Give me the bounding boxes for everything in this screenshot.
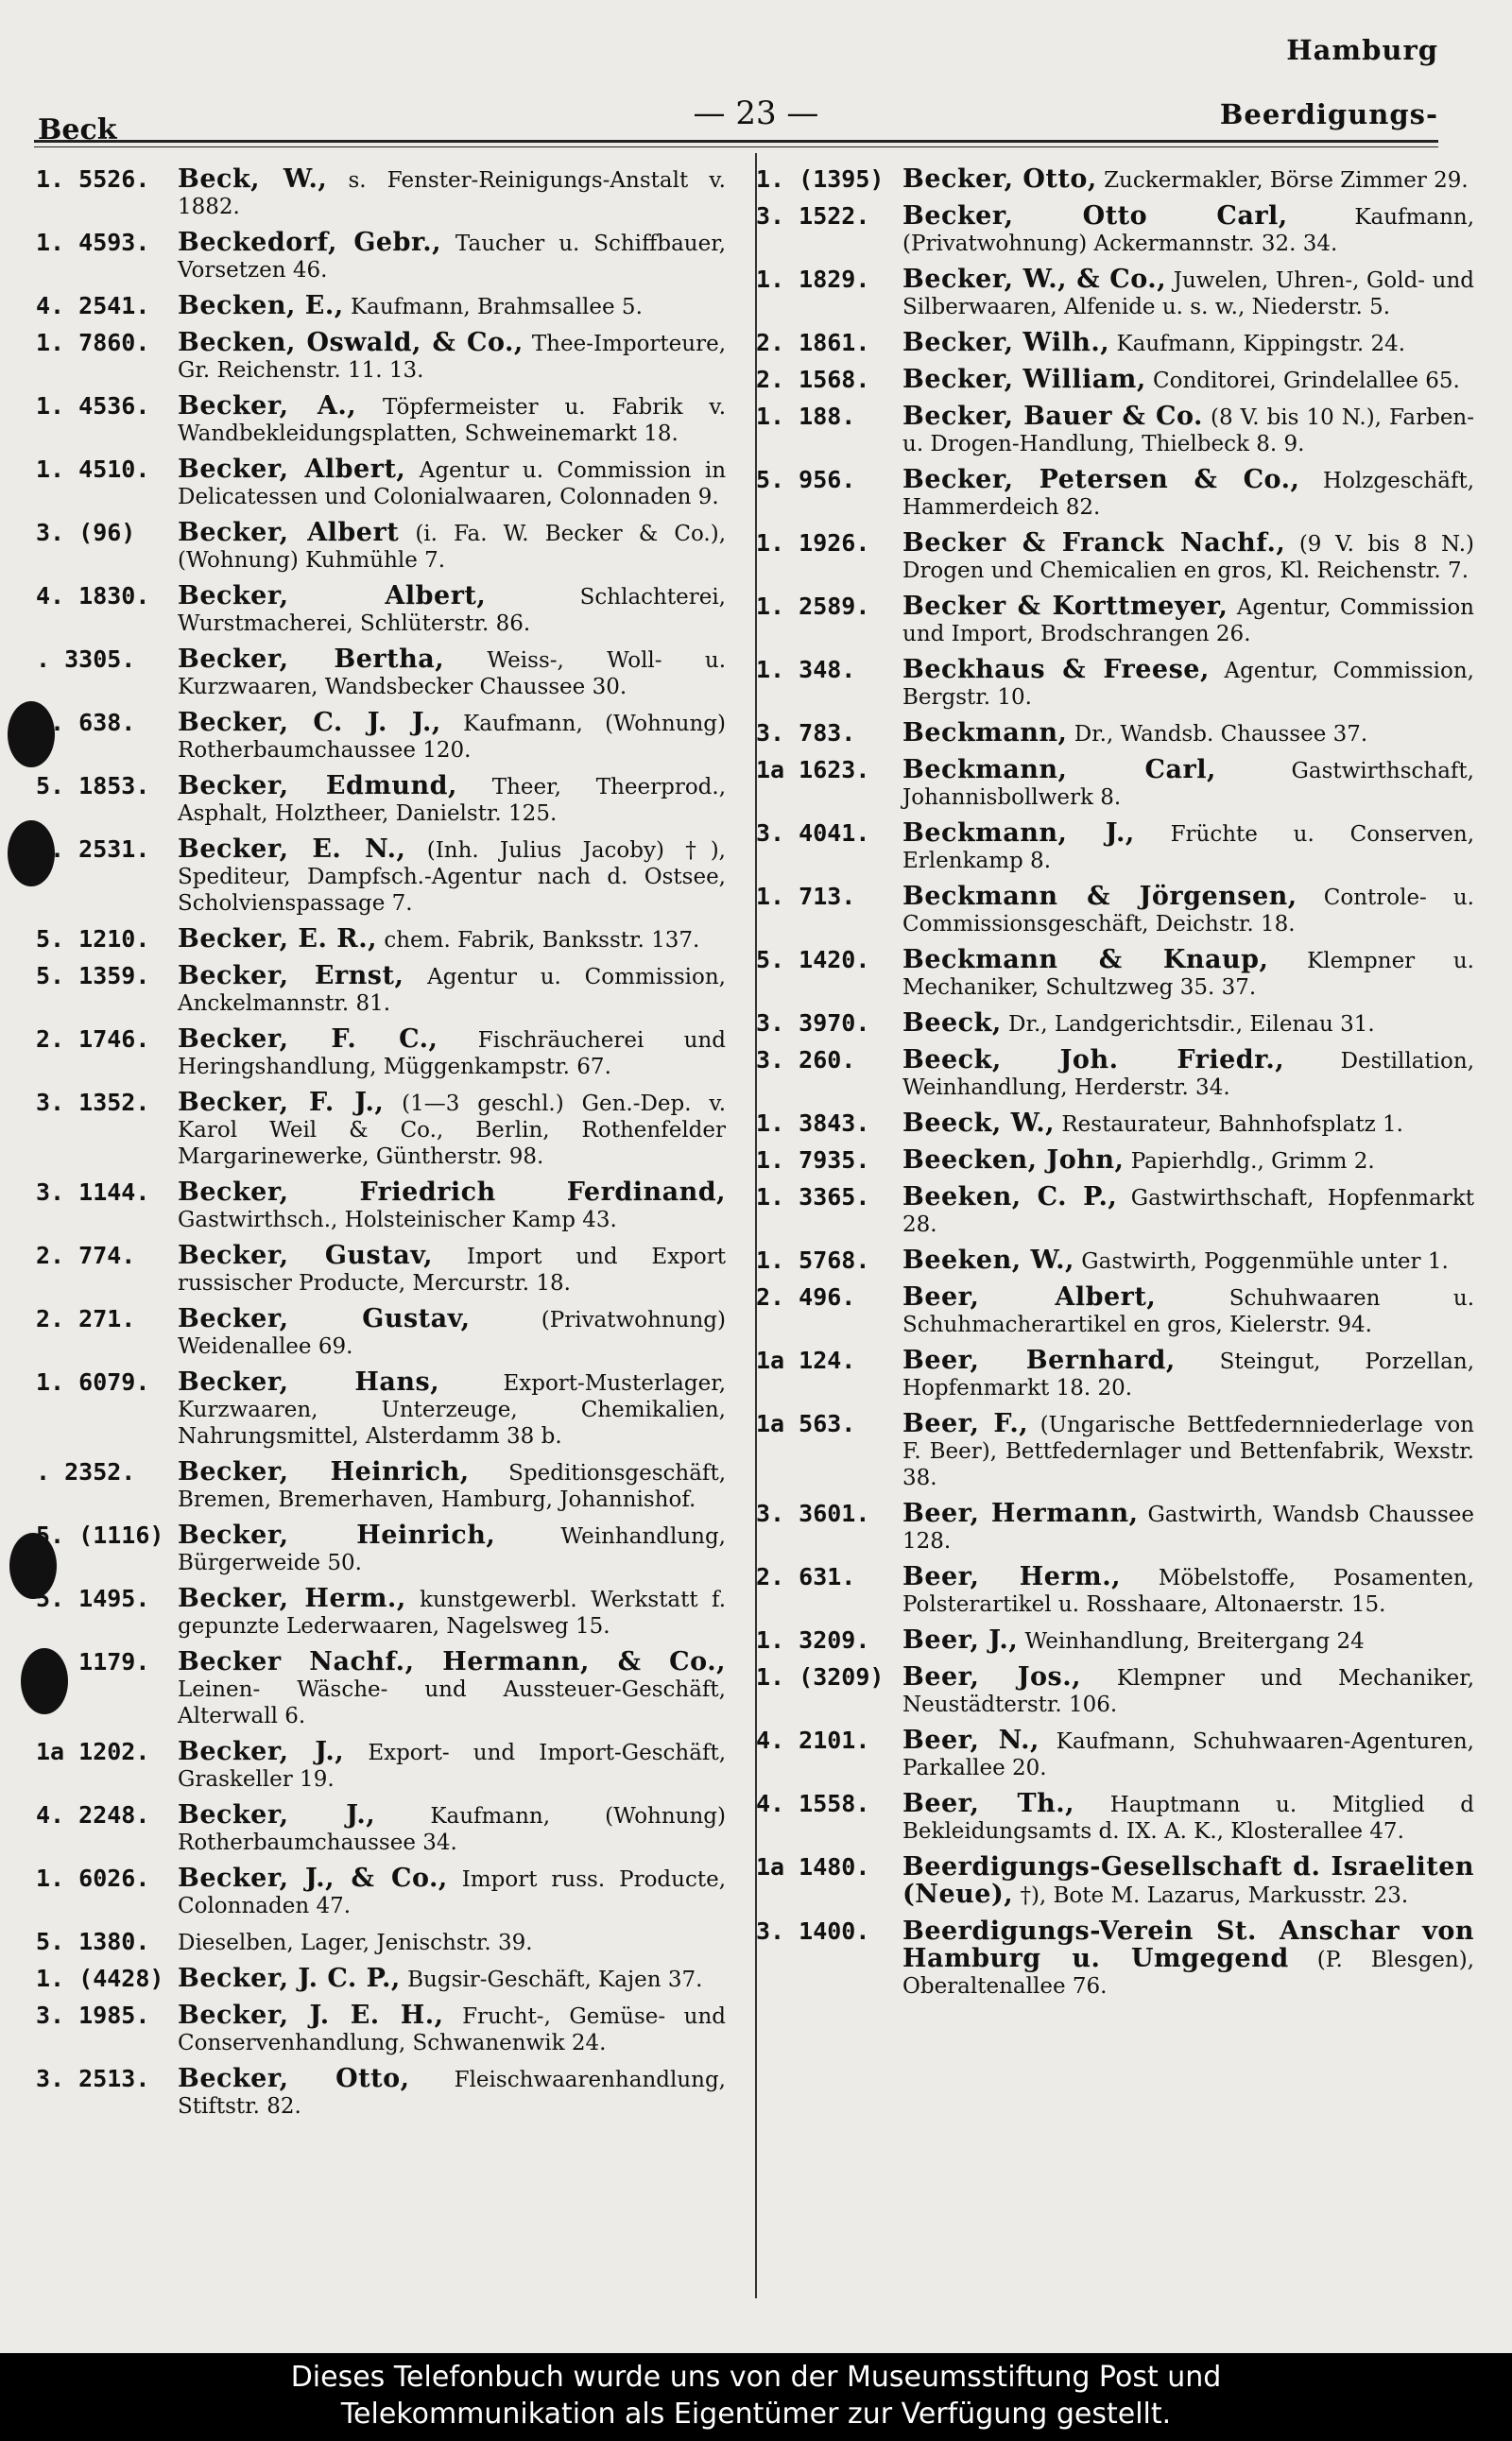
entry-description: s. Fenster-Reinigungs-Anstalt v. 1882. — [178, 168, 726, 219]
phone-number: 1. (1395) — [756, 165, 885, 193]
directory-entry — [756, 884, 1474, 937]
directory-entry — [756, 1348, 1474, 1401]
entry-name: Beer, N., — [902, 1726, 1040, 1755]
entry-name: Becker, Hans, — [178, 1367, 440, 1397]
entry-description: Import und Export russischer Producte, Mercurstr. 18. — [178, 1245, 726, 1296]
phone-number: 1a 124. — [756, 1347, 856, 1374]
phone-number: 1. 5768. — [756, 1246, 870, 1274]
entry-description: Bugsir-Geschäft, Kajen 37. — [407, 1968, 703, 1992]
phone-number: 1. 7860. — [36, 329, 150, 356]
page-number: — 23 — — [693, 95, 819, 132]
phone-number: 3. (96) — [36, 519, 136, 546]
directory-entry — [36, 1649, 726, 1729]
phone-number: 1. 4593. — [36, 229, 150, 256]
phone-number: 1. 4536. — [36, 392, 150, 420]
directory-entry — [756, 593, 1474, 647]
entry-name: Beerdigungs-Gesellschaft d. Israeliten (Neue), — [902, 1852, 1474, 1909]
phone-number: 2. 1568. — [756, 366, 870, 393]
directory-entry — [36, 1865, 726, 1919]
phone-number: 1. (4428) — [36, 1965, 164, 1992]
entry-name: Beckmann & Jörgensen, — [902, 882, 1297, 911]
entry-name: Beeken, W., — [902, 1246, 1074, 1275]
directory-entry — [756, 1110, 1474, 1138]
entry-description: Export- und Import-Geschäft, Graskeller 19. — [178, 1741, 727, 1792]
entry-description: Weinhandlung, Bürgerweide 50. — [178, 1524, 726, 1575]
entry-name: Beeck, — [902, 1008, 1002, 1038]
phone-number: 3. 3601. — [756, 1500, 870, 1527]
phone-number: 2. 774. — [36, 1242, 136, 1269]
entry-description: Kaufmann, (Privatwohnung) Ackermannstr. 32. 34. — [902, 205, 1475, 256]
footer-line-1: Dieses Telefonbuch wurde uns von der Museumsstiftung Post und — [290, 2361, 1222, 2394]
entry-description: Speditionsgeschäft, Bremen, Bremerhaven, Hamburg, Johannishof. — [178, 1461, 726, 1512]
entry-description: Gastwirth, Wandsb Chaussee 128. — [902, 1503, 1475, 1554]
directory-entry — [756, 1010, 1474, 1038]
header-rule-thin — [34, 146, 1438, 147]
directory-entry — [756, 1791, 1474, 1845]
entry-name: Becker, Otto, — [902, 164, 1097, 194]
entry-name: Becker, Albert — [178, 518, 400, 547]
entry-name: Beer, Jos., — [902, 1662, 1082, 1692]
entry-name: Becker, Wilh., — [902, 328, 1110, 357]
phone-number: 1a 1480. — [756, 1853, 870, 1881]
entry-description: Gastwirth, Poggenmühle unter 1. — [1081, 1249, 1449, 1274]
entry-description: (Ungarische Bettfedernniederlage von F. Beer), Bettfedernlager und Bettenfabrik, Wexstr. 38. — [902, 1413, 1474, 1490]
entry-description: kunstgewerbl. Werkstatt f. gepunzte Lederwaaren, Nagelsweg 15. — [178, 1588, 726, 1639]
phone-number: 1. 348. — [756, 656, 856, 683]
header-rule — [34, 140, 1438, 143]
directory-entry — [756, 1501, 1474, 1555]
left-column — [36, 166, 726, 2129]
phone-number: 3. 260. — [756, 1046, 856, 1074]
phone-number: 1. 1926. — [756, 529, 870, 557]
entry-description: Schlachterei, Wurstmacherei, Schlüterstr. 86. — [178, 585, 726, 636]
entry-name: Becker, Bauer & Co. — [902, 402, 1203, 431]
entry-description: Dr., Landgerichtsdir., Eilenau 31. — [1008, 1012, 1375, 1037]
entry-name: Becker Nachf., Hermann, & Co., — [178, 1647, 726, 1676]
directory-entry — [36, 646, 726, 700]
phone-number: 1. (3209) — [756, 1663, 885, 1691]
directory-entry — [756, 467, 1474, 521]
entry-description: Leinen- Wäsche- und Aussteuer-Geschäft, Alterwall 6. — [178, 1677, 726, 1728]
entry-name: Beer, Th., — [902, 1789, 1075, 1818]
entry-description: (Inh. Julius Jacoby) †), Spediteur, Dampfsch.-Agentur nach d. Ostsee, Scholvienspassage 7. — [178, 838, 726, 916]
entry-name: Beckmann, Carl, — [902, 755, 1216, 784]
entry-name: Becker, Bertha, — [178, 645, 445, 674]
phone-number: 5. 1359. — [36, 962, 150, 989]
phone-number: 1. 7935. — [756, 1146, 870, 1174]
entry-name: Becker & Korttmeyer, — [902, 592, 1228, 621]
entry-name: Beer, Bernhard, — [902, 1346, 1176, 1375]
phone-number: 5. 1495. — [36, 1585, 150, 1612]
entry-description: Kaufmann, (Wohnung) Rotherbaumchaussee 34. — [178, 1804, 726, 1855]
directory-entry — [756, 166, 1474, 194]
entry-description: (Privatwohnung) Weidenallee 69. — [178, 1308, 726, 1359]
entry-name: Becker, W., & Co., — [902, 265, 1167, 294]
entry-description: (1—3 geschl.) Gen.-Dep. v. Karol Weil & Co., Berlin, Rothenfelder Margarinewerke, Güntherstr. 98. — [178, 1092, 726, 1169]
entry-name: Becker, Otto Carl, — [902, 201, 1288, 231]
directory-entry — [756, 367, 1474, 394]
directory-entry — [36, 230, 726, 284]
entry-description: (8 V. bis 10 N.), Farben- u. Drogen-Handlung, Thielbeck 8. 9. — [902, 405, 1475, 456]
phone-number: 2. 1746. — [36, 1025, 150, 1053]
entry-description: Früchte u. Conserven, Erlenkamp 8. — [902, 822, 1475, 873]
entry-description: Gastwirthschaft, Johannisbollwerk 8. — [902, 759, 1474, 810]
entry-description: Zuckermakler, Börse Zimmer 29. — [1104, 168, 1469, 193]
entry-description: Controle- u. Commissionsgeschäft, Deichstr. 18. — [902, 885, 1474, 937]
entry-name: Becker, C. J. J., — [178, 708, 441, 737]
entry-description: Holzgeschäft, Hammerdeich 82. — [902, 469, 1475, 520]
entry-name: Becken, E., — [178, 291, 344, 320]
directory-entry — [36, 1179, 726, 1233]
entry-description: †), Bote M. Lazarus, Markusstr. 23. — [1020, 1883, 1409, 1908]
phone-number: 5. 1853. — [36, 772, 150, 799]
directory-entry — [756, 266, 1474, 320]
directory-entry — [756, 1247, 1474, 1275]
directory-entry — [756, 820, 1474, 874]
directory-entry — [36, 330, 726, 384]
entry-description: Theer, Theerprod., Asphalt, Holztheer, Danielstr. 125. — [178, 775, 727, 826]
directory-entry — [756, 1184, 1474, 1238]
phone-number: 1a 1623. — [756, 756, 870, 783]
entry-name: Beecken, John, — [902, 1145, 1125, 1175]
entry-name: Becker & Franck Nachf., — [902, 528, 1286, 558]
entry-name: Becker, Ernst, — [178, 961, 404, 990]
entry-name: Beckhaus & Freese, — [902, 655, 1210, 684]
phone-number: 5. 1380. — [36, 1928, 150, 1955]
entry-description: (P. Blesgen), Oberaltenallee 76. — [902, 1948, 1475, 1999]
entry-description: Klempner und Mechaniker, Neustädterstr. 106. — [902, 1666, 1475, 1717]
footer-banner — [0, 2353, 1512, 2441]
entry-name: Becker, J., — [178, 1800, 376, 1830]
directory-entry — [36, 1802, 726, 1856]
phone-number: 3. 1400. — [756, 1917, 870, 1945]
entry-description: Agentur, Commission und Import, Brodschrangen 26. — [902, 595, 1474, 646]
entry-name: Beckmann, J., — [902, 818, 1135, 848]
phone-number: 3. 1352. — [36, 1089, 150, 1116]
phone-number: 1. 1829. — [756, 266, 870, 293]
entry-description: Agentur u. Commission, Anckelmannstr. 81. — [178, 965, 726, 1016]
directory-entry — [756, 1147, 1474, 1175]
entry-name: Beer, F., — [902, 1409, 1029, 1438]
directory-entry — [756, 1854, 1474, 1909]
right-column — [756, 166, 1474, 2009]
phone-number: 1. 3209. — [756, 1626, 870, 1654]
phone-number: 1. 2531. — [36, 835, 150, 863]
entry-name: Beer, Herm., — [902, 1562, 1122, 1591]
entry-description: (9 V. bis 8 N.) Drogen und Chemicalien en gros, Kl. Reichenstr. 7. — [902, 532, 1474, 583]
directory-entry — [756, 530, 1474, 584]
phone-number: 1. 3843. — [756, 1109, 870, 1137]
directory-entry — [36, 393, 726, 447]
entry-description: Taucher u. Schiffbauer, Vorsetzen 46. — [178, 232, 727, 283]
entry-description: Frucht-, Gemüse- und Conservenhandlung, Schwanenwik 24. — [178, 2004, 726, 2055]
entry-name: Becker, Edmund, — [178, 771, 457, 800]
entry-description: Weinhandlung, Breitergang 24 — [1024, 1629, 1365, 1654]
phone-number: 4. 1830. — [36, 582, 150, 610]
entry-name: Becker, J., — [178, 1737, 345, 1766]
entry-description: Fleischwaarenhandlung, Stiftstr. 82. — [178, 2068, 726, 2119]
entry-description: Töpfermeister u. Fabrik v. Wandbekleidungsplatten, Schweinemarkt 18. — [178, 395, 727, 446]
entry-description: Juwelen, Uhren-, Gold- und Silberwaaren, Alfenide u. s. w., Niederstr. 5. — [902, 268, 1475, 319]
entry-name: Becken, Oswald, & Co., — [178, 328, 524, 357]
phone-number: 4. 2541. — [36, 292, 150, 319]
entry-description: Agentur, Commission, Bergstr. 10. — [902, 659, 1474, 710]
phone-number: 5. 1210. — [36, 925, 150, 953]
entry-name: Becker, J., & Co., — [178, 1864, 448, 1893]
directory-entry — [36, 520, 726, 574]
phone-number: 1a 563. — [756, 1410, 856, 1437]
phone-number: . 2352. — [36, 1458, 136, 1486]
phone-number: . 3305. — [36, 645, 136, 673]
entry-description: Weiss-, Woll- u. Kurzwaaren, Wandsbecker Chaussee 30. — [178, 648, 726, 699]
entry-description: Schuhwaaren u. Schuhmacherartikel en gros, Kielerstr. 94. — [902, 1286, 1475, 1337]
directory-entry — [36, 1739, 726, 1793]
phone-number: 3. 1522. — [756, 202, 870, 230]
directory-entry — [756, 757, 1474, 811]
directory-entry — [756, 404, 1474, 457]
phone-number: 1a 1202. — [36, 1738, 150, 1765]
phone-number: 2. 631. — [756, 1563, 856, 1590]
directory-entry — [36, 2003, 726, 2056]
entry-name: Beer, Hermann, — [902, 1499, 1139, 1528]
entry-description: Steingut, Porzellan, Hopfenmarkt 18. 20. — [902, 1349, 1475, 1401]
entry-name: Beeken, C. P., — [902, 1182, 1118, 1212]
directory-entry — [756, 203, 1474, 257]
phone-number: 3. 1985. — [36, 2002, 150, 2029]
entry-description: Fischräucherei und Heringshandlung, Müggenkampstr. 67. — [178, 1028, 727, 1079]
entry-name: Becker, Petersen & Co., — [902, 465, 1300, 494]
entry-name: Becker, Albert, — [178, 581, 487, 610]
directory-entry — [36, 2066, 726, 2120]
phone-number: 1. 188. — [756, 403, 856, 430]
entry-description: Agentur u. Commission in Delicatessen und Colonialwaaren, Colonnaden 9. — [178, 458, 727, 509]
entry-description: Gastwirthsch., Holsteinischer Kamp 43. — [178, 1208, 617, 1232]
entry-name: Becker, Herm., — [178, 1584, 406, 1613]
phone-number: 3. 783. — [756, 719, 856, 747]
header-left-keyword: Beck — [38, 113, 117, 146]
entry-description: Hauptmann u. Mitglied d Bekleidungsamts d. IX. A. K., Klosterallee 47. — [902, 1793, 1475, 1844]
entry-name: Becker, J. C. P., — [178, 1964, 401, 1993]
entry-description: Thee-Importeure, Gr. Reichenstr. 11. 13. — [178, 332, 727, 383]
entry-name: Beerdigungs-Verein St. Anschar von Hamburg u. Umgegend — [902, 1917, 1474, 1973]
directory-entry — [756, 1664, 1474, 1718]
entry-name: Beckedorf, Gebr., — [178, 228, 442, 257]
phone-number: 1. 3365. — [756, 1183, 870, 1211]
directory-entry — [756, 1564, 1474, 1618]
footer-line-2: Telekommunikation als Eigentümer zur Verfügung gestellt. — [340, 2398, 1172, 2431]
directory-entry — [36, 1243, 726, 1297]
phone-number: 1. 4510. — [36, 456, 150, 483]
entry-name: Becker, F. J., — [178, 1088, 385, 1117]
phone-number: 4. 2248. — [36, 1801, 150, 1829]
entry-description: Export-Musterlager, Kurzwaaren, Unterzeuge, Chemikalien, Nahrungsmittel, Alsterdamm 38 b. — [178, 1371, 727, 1449]
directory-entry — [756, 1284, 1474, 1338]
phone-number: 2. 271. — [36, 1305, 136, 1332]
directory-entry — [756, 657, 1474, 711]
entry-description: Kaufmann, Schuhwaaren-Agenturen, Parkallee 20. — [902, 1729, 1474, 1780]
header-right-keyword: Beerdigungs- — [1219, 98, 1438, 130]
phone-number: 3. 2513. — [36, 2065, 150, 2092]
entry-description: Kaufmann, Brahmsallee 5. — [350, 295, 643, 319]
entry-name: Becker, Gustav, — [178, 1304, 471, 1333]
entry-name: Becker, Friedrich Ferdinand, — [178, 1178, 726, 1207]
entry-name: Becker, F. C., — [178, 1024, 438, 1054]
directory-entry — [36, 1369, 726, 1450]
phone-number: 1. 6026. — [36, 1865, 150, 1892]
phone-number: 2. 1861. — [756, 329, 870, 356]
directory-entry — [36, 1966, 726, 1993]
phone-number: 5. (1116) — [36, 1521, 164, 1549]
phone-number: 3. 3970. — [756, 1009, 870, 1037]
phone-number: 5. 1420. — [756, 946, 870, 973]
header-region: Hamburg — [1286, 34, 1438, 66]
phone-number: 1. 6079. — [36, 1368, 150, 1396]
directory-entry — [36, 1026, 726, 1080]
entry-description: Import russ. Producte, Colonnaden 47. — [178, 1867, 727, 1918]
entry-name: Becker, E. R., — [178, 924, 378, 954]
phone-number: 1. 2589. — [756, 593, 870, 620]
entry-description: Restaurateur, Bahnhofsplatz 1. — [1061, 1112, 1403, 1137]
entry-name: Becker, A., — [178, 391, 357, 421]
directory-entry — [36, 1306, 726, 1360]
entry-name: Beeck, W., — [902, 1109, 1056, 1138]
directory-entry — [36, 293, 726, 320]
entry-name: Becker, Albert, — [178, 455, 406, 484]
directory-entry — [36, 836, 726, 917]
entry-description: Conditorei, Grindelallee 65. — [1153, 369, 1460, 393]
directory-entry — [756, 1918, 1474, 2000]
entry-name: Becker, J. E. H., — [178, 2001, 444, 2030]
directory-entry — [756, 330, 1474, 357]
entry-description: Klempner u. Mechaniker, Schultzweg 35. 37. — [902, 949, 1474, 1000]
entry-name: Becker, E. N., — [178, 834, 406, 864]
phone-number: 5. 956. — [756, 466, 856, 493]
directory-entry — [36, 773, 726, 827]
directory-entry — [756, 1047, 1474, 1101]
directory-entry — [36, 1929, 726, 1956]
entry-name: Beck, W., — [178, 164, 328, 194]
entry-name: Beer, J., — [902, 1625, 1019, 1655]
directory-entry — [36, 926, 726, 954]
phone-number: 3. 1144. — [36, 1178, 150, 1206]
directory-entry — [756, 720, 1474, 748]
phone-number: 4. 638. — [36, 709, 136, 736]
entry-description: chem. Fabrik, Banksstr. 137. — [384, 928, 700, 953]
phone-number: 2. 496. — [756, 1283, 856, 1311]
phone-number: 3. 4041. — [756, 819, 870, 847]
entry-name: Beckmann, — [902, 718, 1068, 748]
directory-entry — [36, 1459, 726, 1513]
directory-entry — [36, 583, 726, 637]
directory-entry — [756, 1627, 1474, 1655]
entry-description: Gastwirthschaft, Hopfenmarkt 28. — [902, 1186, 1475, 1237]
entry-name: Becker, Heinrich, — [178, 1457, 470, 1487]
phone-number: 4. 2101. — [756, 1727, 870, 1754]
entry-description: Destillation, Weinhandlung, Herderstr. 34. — [902, 1049, 1475, 1100]
entry-name: Beeck, Joh. Friedr., — [902, 1045, 1285, 1074]
entry-name: Becker, Heinrich, — [178, 1521, 496, 1550]
entry-description: Kaufmann, Kippingstr. 24. — [1116, 332, 1406, 356]
entry-description: Dr., Wandsb. Chaussee 37. — [1074, 722, 1368, 747]
entry-name: Becker, Otto, — [178, 2064, 410, 2093]
directory-entry — [36, 963, 726, 1017]
entry-description: Dieselben, Lager, Jenischstr. 39. — [178, 1931, 533, 1955]
directory-entry — [36, 456, 726, 510]
entry-description: Möbelstoffe, Posamenten, Polsterartikel u. Rosshaare, Altonaerstr. 15. — [902, 1566, 1474, 1617]
phone-number: 4. 1558. — [756, 1790, 870, 1817]
directory-entry — [756, 1411, 1474, 1491]
directory-entry — [36, 1522, 726, 1576]
directory-entry — [756, 1728, 1474, 1781]
directory-entry — [36, 1090, 726, 1170]
entry-description: (i. Fa. W. Becker & Co.), (Wohnung) Kuhmühle 7. — [178, 522, 727, 573]
entry-description: Kaufmann, (Wohnung) Rotherbaumchaussee 120. — [178, 712, 726, 763]
directory-entry — [36, 710, 726, 764]
entry-description: Papierhdlg., Grimm 2. — [1130, 1149, 1375, 1174]
directory-entry — [36, 1586, 726, 1640]
entry-name: Beckmann & Knaup, — [902, 945, 1269, 974]
entry-name: Beer, Albert, — [902, 1282, 1157, 1312]
directory-entry — [36, 166, 726, 220]
directory-entry — [756, 947, 1474, 1001]
entry-name: Becker, Gustav, — [178, 1241, 434, 1270]
entry-name: Becker, William, — [902, 365, 1146, 394]
phone-number: 1. 713. — [756, 883, 856, 910]
phone-number: 1. 1179. — [36, 1648, 150, 1676]
phone-number: 1. 5526. — [36, 165, 150, 193]
